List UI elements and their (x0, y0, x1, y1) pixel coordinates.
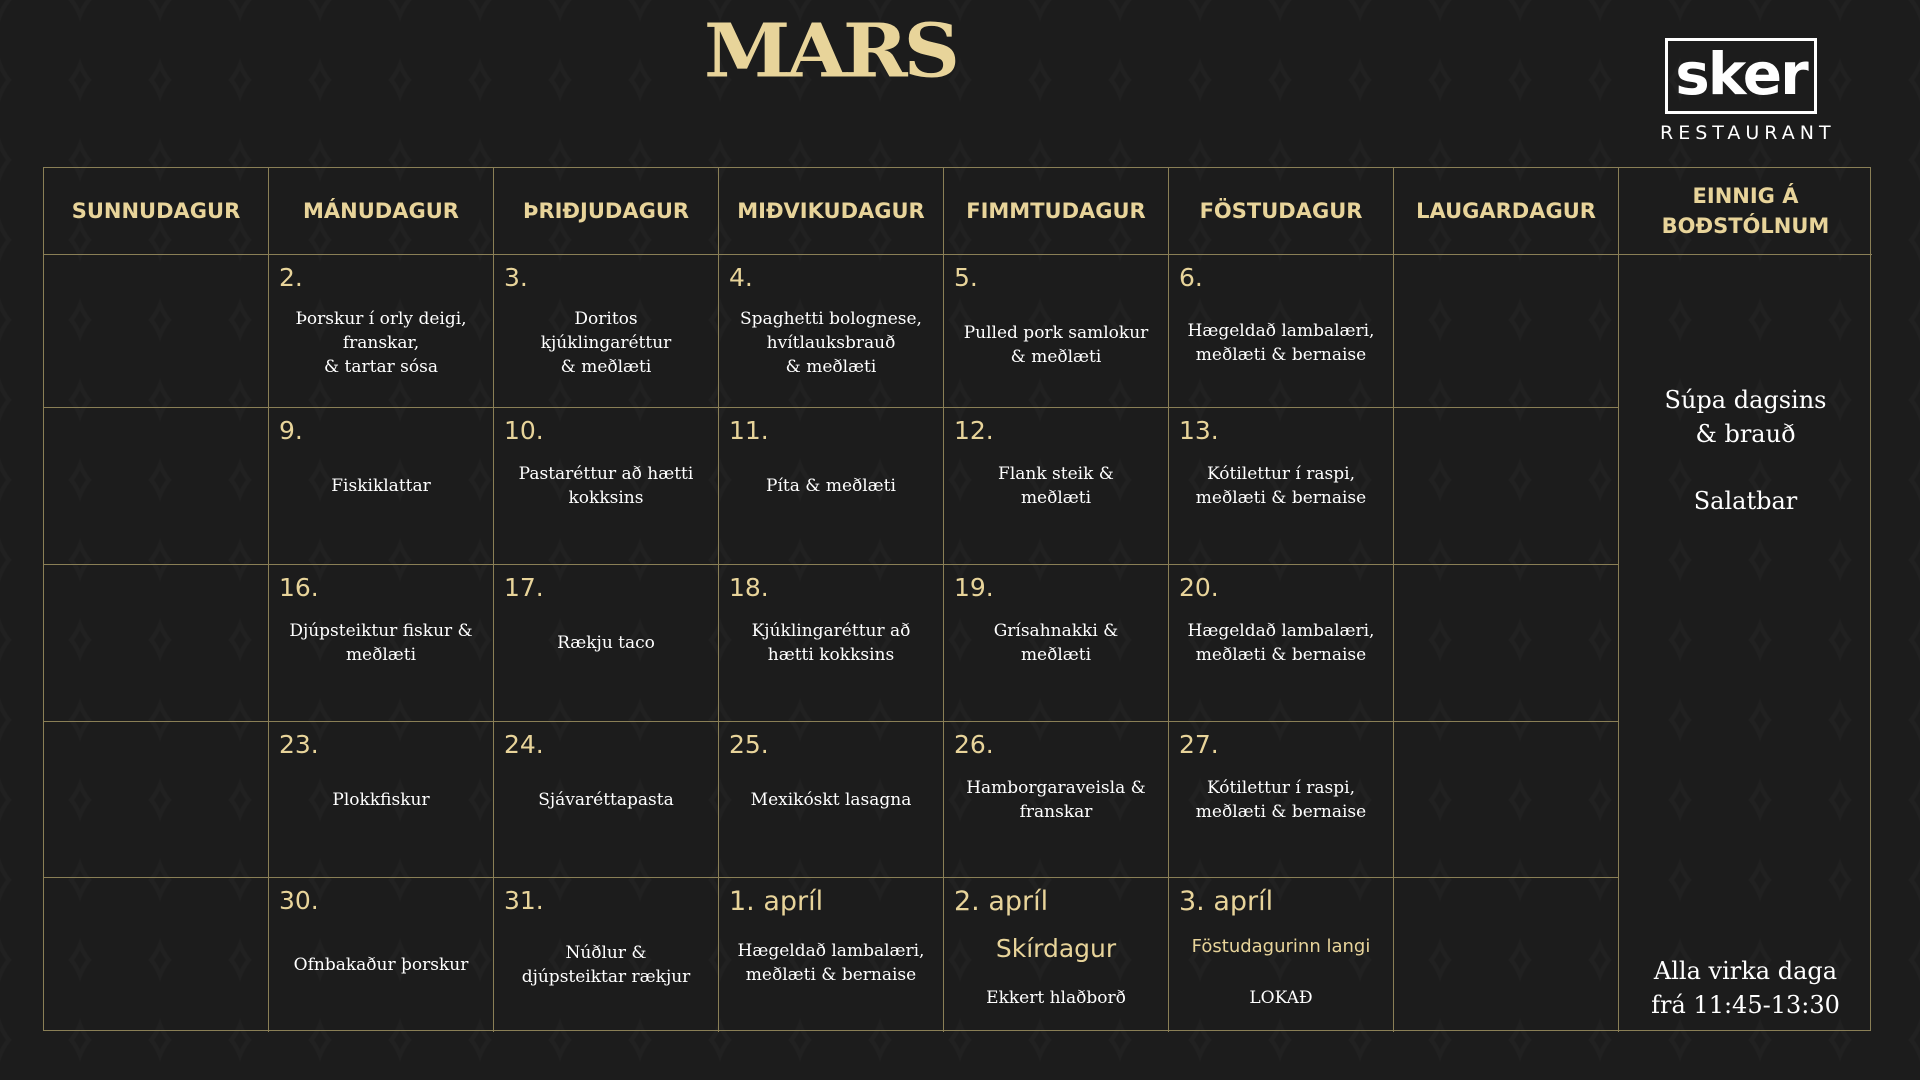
dish-text: Hægeldað lambalæri, meðlæti & bernaise (737, 941, 925, 985)
day-date: 18. (729, 573, 769, 602)
day-date: 31. (504, 886, 544, 915)
day-date: 3. apríl (1179, 886, 1274, 917)
day-date: 27. (1179, 730, 1219, 759)
dish-text: Sjávaréttapasta (538, 789, 674, 810)
dish-text: Djúpsteiktur fiskur & meðlæti (289, 621, 473, 665)
holiday-label: Föstudagurinn langi (1191, 936, 1371, 957)
day-date: 9. (279, 416, 303, 445)
side-items (1619, 383, 1872, 518)
dish-text: Hægeldað lambalæri, meðlæti & bernaise (1187, 321, 1375, 365)
day-cell (944, 722, 1169, 878)
day-cell (494, 408, 719, 565)
holiday-label: Skírdagur (995, 934, 1117, 963)
header-also-available: EINNIG Á BOÐSTÓLNUM (1619, 168, 1872, 255)
logo-subtitle: RESTAURANT (1660, 122, 1836, 144)
day-date: 4. (729, 263, 753, 292)
day-cell (44, 408, 269, 565)
header-monday: MÁNUDAGUR (269, 168, 494, 255)
day-cell (269, 565, 494, 722)
dish-text: Kjúklingaréttur að hætti kokksins (751, 621, 911, 665)
day-cell (494, 878, 719, 1032)
also-available-panel (1619, 255, 1872, 1032)
header-thursday: FIMMTUDAGUR (944, 168, 1169, 255)
dish-text: Pulled pork samlokur & meðlæti (963, 323, 1149, 367)
day-date: 10. (504, 416, 544, 445)
page-title: MARS (703, 8, 956, 95)
day-cell (719, 722, 944, 878)
day-cell (44, 878, 269, 1032)
day-cell (719, 565, 944, 722)
day-date: 11. (729, 416, 769, 445)
dish-text: Doritos kjúklingaréttur & meðlæti (540, 309, 672, 377)
dish-text: Fiskiklattar (331, 476, 431, 496)
day-cell (719, 255, 944, 408)
dish-text: Plokkfiskur (332, 789, 430, 810)
day-date: 19. (954, 573, 994, 602)
day-cell (269, 722, 494, 878)
header-saturday: LAUGARDAGUR (1394, 168, 1619, 255)
dish-text: Hamborgaraveisla & franskar (966, 777, 1146, 822)
dish-text: Spaghetti bolognese, hvítlauksbrauð & meðlæti (740, 309, 922, 377)
header-wednesday: MIÐVIKUDAGUR (719, 168, 944, 255)
day-cell (44, 255, 269, 408)
day-date: 26. (954, 730, 994, 759)
menu-calendar (43, 167, 1871, 1031)
day-cell (269, 408, 494, 565)
dish-text: Flank steik & meðlæti (998, 464, 1114, 508)
day-cell (494, 722, 719, 878)
day-date: 6. (1179, 263, 1203, 292)
day-cell (1169, 722, 1394, 878)
day-cell (1394, 722, 1619, 878)
header-friday: FÖSTUDAGUR (1169, 168, 1394, 255)
day-date: 1. apríl (729, 886, 824, 917)
day-date: 20. (1179, 573, 1219, 602)
day-cell (1169, 255, 1394, 408)
day-date: 2. (279, 263, 303, 292)
day-date: 23. (279, 730, 319, 759)
day-date: 12. (954, 416, 994, 445)
day-cell (944, 255, 1169, 408)
dish-text: Kótilettur í raspi, meðlæti & bernaise (1195, 777, 1367, 822)
dish-text: Grísahnakki & meðlæti (993, 621, 1119, 665)
day-cell (944, 408, 1169, 565)
restaurant-logo (1660, 38, 1836, 144)
day-date: 16. (279, 573, 319, 602)
day-date: 25. (729, 730, 769, 759)
side-item-salad-bar: Salatbar (1693, 487, 1798, 515)
dish-text: Núðlur & djúpsteiktar rækjur (521, 943, 691, 987)
day-cell (269, 255, 494, 408)
header-sunday: SUNNUDAGUR (44, 168, 269, 255)
hours-line-2: frá 11:45-13:30 (1651, 991, 1840, 1019)
day-cell (719, 408, 944, 565)
day-cell (719, 878, 944, 1032)
dish-text: LOKAÐ (1249, 988, 1313, 1008)
dish-text: Ofnbakaður þorskur (293, 955, 469, 975)
day-date: 5. (954, 263, 978, 292)
side-item-bread: & brauð (1695, 420, 1796, 448)
day-cell (944, 565, 1169, 722)
opening-hours (1619, 954, 1872, 1022)
day-date: 17. (504, 573, 544, 602)
day-date: 2. apríl (954, 886, 1049, 917)
day-date: 13. (1179, 416, 1219, 445)
header-tuesday: ÞRIÐJUDAGUR (494, 168, 719, 255)
day-cell (944, 878, 1169, 1032)
day-cell (1394, 255, 1619, 408)
logo-wordmark: sker (1665, 38, 1817, 114)
day-cell (1394, 408, 1619, 565)
day-cell (44, 565, 269, 722)
day-cell (1169, 878, 1394, 1032)
dish-text: Mexikóskt lasagna (750, 789, 912, 810)
day-date: 30. (279, 886, 319, 915)
day-date: 24. (504, 730, 544, 759)
day-cell (494, 255, 719, 408)
day-cell (1169, 565, 1394, 722)
day-cell (494, 565, 719, 722)
side-item-soup: Súpa dagsins (1664, 386, 1827, 414)
day-cell (44, 722, 269, 878)
dish-text: Pastaréttur að hætti kokksins (518, 464, 694, 508)
day-cell (269, 878, 494, 1032)
dish-text: Hægeldað lambalæri, meðlæti & bernaise (1187, 621, 1375, 665)
day-date: 3. (504, 263, 528, 292)
day-cell (1169, 408, 1394, 565)
dish-text: Ekkert hlaðborð (986, 988, 1126, 1008)
hours-line-1: Alla virka daga (1653, 957, 1838, 985)
dish-text: Þorskur í orly deigi, franskar, & tartar sósa (295, 309, 467, 377)
day-cell (1394, 565, 1619, 722)
dish-text: Píta & meðlæti (766, 476, 896, 496)
day-cell (1394, 878, 1619, 1032)
dish-text: Rækju taco (557, 633, 655, 653)
dish-text: Kótilettur í raspi, meðlæti & bernaise (1195, 464, 1367, 508)
